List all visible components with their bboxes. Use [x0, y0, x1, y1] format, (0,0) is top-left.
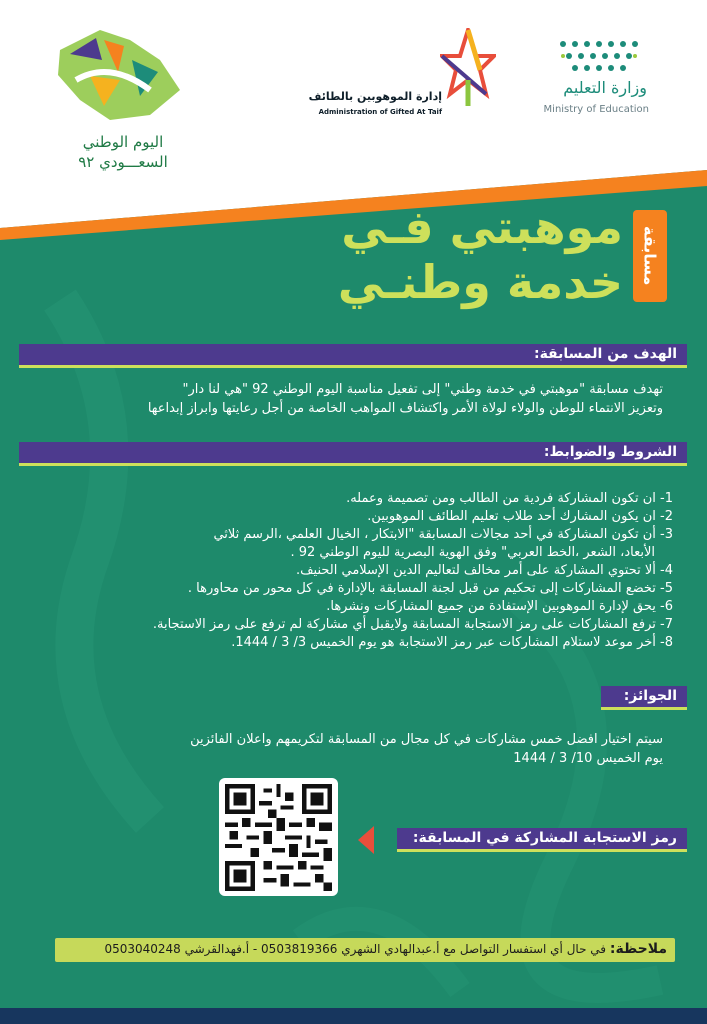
prizes-line2: يوم الخميس 10/ 3 / 1444	[513, 751, 663, 766]
goal-heading: الهدف من المسابقة:	[19, 344, 687, 368]
title-line1: موهبتي فـي	[341, 200, 623, 254]
rule-item: 2- ان يكون المشارك أحد طلاب تعليم الطائف الموهوبين.	[367, 509, 673, 524]
national-day-line1: اليوم الوطني	[82, 133, 164, 151]
footer-strip	[0, 1008, 707, 1024]
qr-code[interactable]	[219, 778, 338, 896]
goal-line2: وتعزيز الانتماء للوطن والولاء لولاة الأمر واكتشاف المواهب الخاصة من أجل رعايتها وابراز إبداعها	[147, 401, 663, 416]
qr-label: رمز الاستجابة المشاركة في المسابقة:	[397, 828, 687, 852]
moe-dots-icon	[553, 38, 643, 76]
gifted-administration-logo	[308, 28, 500, 128]
gifted-star-icon	[440, 28, 496, 108]
moe-name-ar: وزارة التعليم	[563, 78, 647, 97]
prizes-text	[23, 730, 663, 768]
ministry-of-education-logo	[517, 38, 677, 128]
prizes-heading: الجوائز:	[601, 686, 687, 710]
moe-name-en: Ministry of Education	[543, 104, 649, 115]
rule-item: 6- يحق لإدارة الموهوبين الإستفادة من جميع المشاركات ونشرها.	[326, 599, 673, 614]
note-bar	[55, 938, 675, 962]
qr-code-icon	[225, 784, 332, 891]
goal-text	[23, 380, 663, 418]
competition-badge	[633, 210, 667, 302]
rule-item: 3- أن تكون المشاركة في أحد مجالات المسابقة "الابتكار ، الخيال العلمي ،الرسم ثلاثي	[213, 527, 673, 542]
arrow-left-icon	[358, 826, 374, 854]
competition-badge-label: مسابقة	[640, 226, 660, 286]
goal-line1: تهدف مسابقة "موهبتي في خدمة وطني" إلى تفعيل مناسبة اليوم الوطني 92 "هي لنا دار"	[182, 382, 663, 397]
note-text: في حال أي استفسار التواصل مع أ.عبدالهادي الشهري 0503819366 - أ.فهدالقرشي 0503040248	[104, 942, 607, 956]
rule-item: 4- ألا تحتوي المشاركة على أمر مخالف لتعاليم الدين الإسلامي الحنيف.	[295, 563, 673, 578]
saudi-map-icon	[40, 20, 200, 130]
national-day-title	[58, 132, 188, 172]
rule-item: 5- تخضع المشاركات إلى تحكيم من قبل لجنة المسابقة بالإدارة في كل محور من محاورها .	[187, 581, 673, 596]
gifted-name-en: Administration of Gifted At Taif	[318, 108, 442, 116]
national-day-logo	[40, 20, 200, 180]
rule-item: 7- ترفع المشاركات على رمز الاستجابة المسابقة ولايقبل أي مشاركة لم ترفع على رمز الاستجابة.	[152, 617, 673, 632]
rules-heading: الشروط والضوابط:	[19, 442, 687, 466]
rule-item: الأبعاد، الشعر ،الخط العربي" وفق الهوية البصرية لليوم الوطني 92 .	[290, 545, 655, 560]
title-line2: خدمة وطنـي	[337, 255, 623, 309]
rule-item: 1- ان تكون المشاركة فردية من الطالب ومن تصميمة وعمله.	[346, 491, 673, 506]
rules-list	[23, 490, 673, 652]
note-label: ملاحظة:	[609, 941, 667, 957]
gifted-name-ar: إدارة الموهوبين بالطائف	[308, 90, 442, 103]
national-day-line2: السعـــودي ٩٢	[78, 153, 168, 171]
rule-item: 8- أخر موعد لاستلام المشاركات عبر رمز الاستجابة هو يوم الخميس 3/ 3 / 1444.	[231, 635, 673, 650]
prizes-line1: سيتم اختيار افضل خمس مشاركات في كل مجال من المسابقة لتكريمهم واعلان الفائزين	[190, 732, 663, 747]
